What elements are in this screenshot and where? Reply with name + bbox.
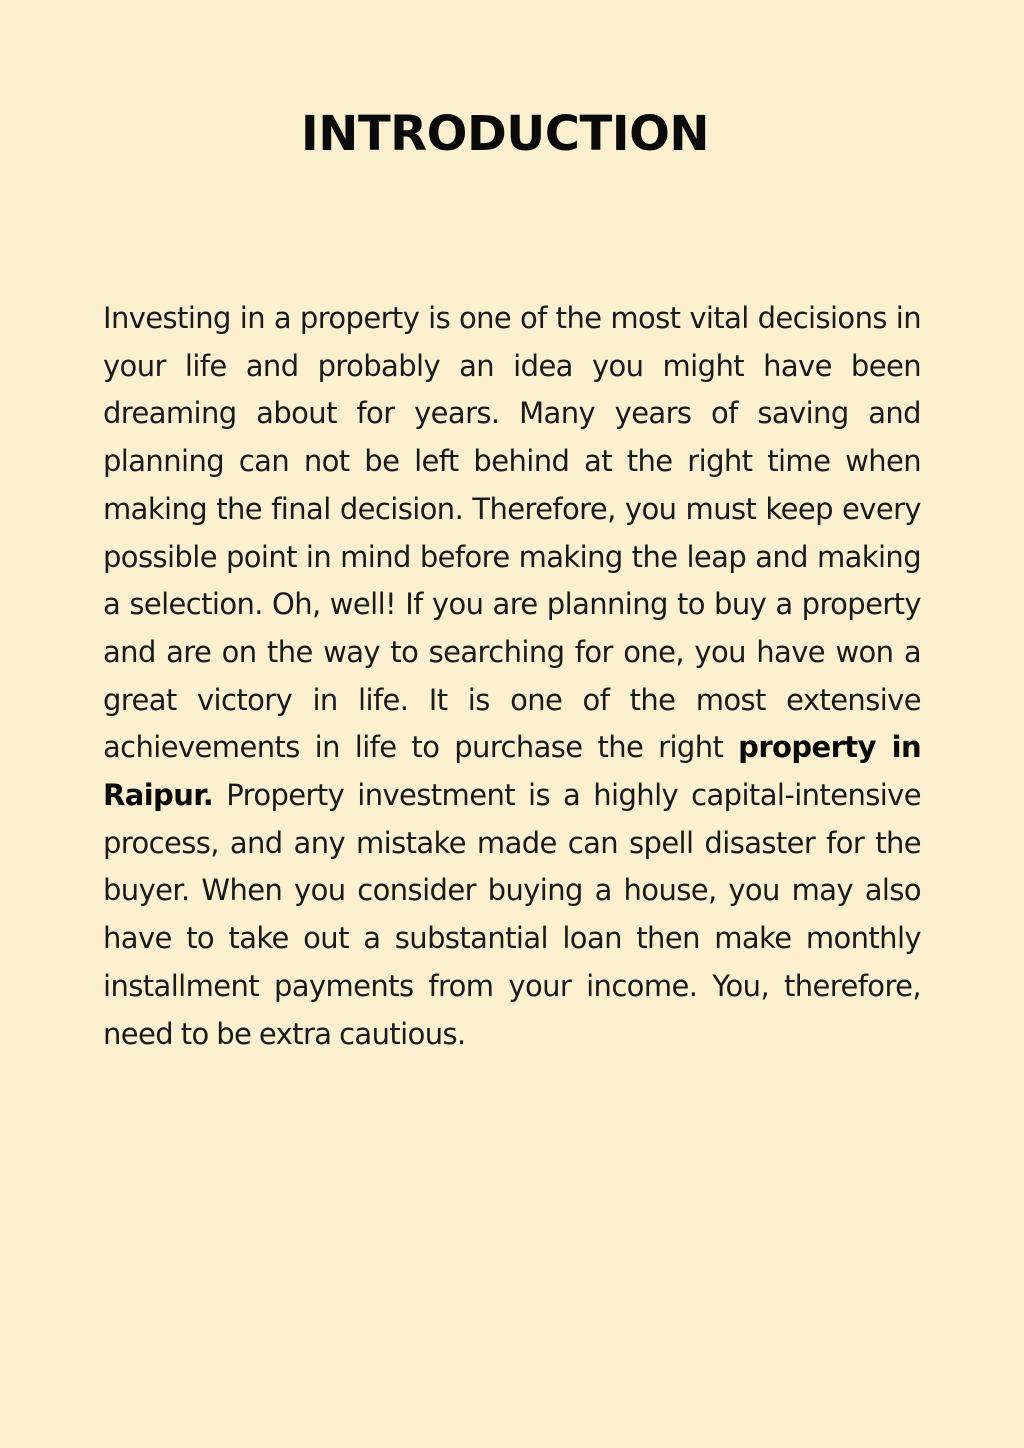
highlighted-keyword: property in Raipur. <box>103 730 922 813</box>
paragraph-text-start: Investing in a property is one of the most vital decisions in your life and probably an idea you might have been dreaming about for years. Many years of saving and planning can not be left behind at the right time when making the final decision. Therefore, you must keep every possible point in mind before making the leap and making a selection. Oh, well! If you are planning to buy a property and are on the way to searching for one, you have won a great victory in life. It is one of the most extensive achievements in life to purchase the right <box>103 301 921 765</box>
paragraph-text-end: Property investment is a highly capital-intensive process, and any mistake made can spell disaster for the buyer. When you consider buying a house, you may also have to take out a substantial loan then make monthly installment payments from your income. You, therefore, need to be extra cautious. <box>103 778 921 1051</box>
intro-paragraph <box>103 295 921 1058</box>
page-title: INTRODUCTION <box>300 106 710 162</box>
